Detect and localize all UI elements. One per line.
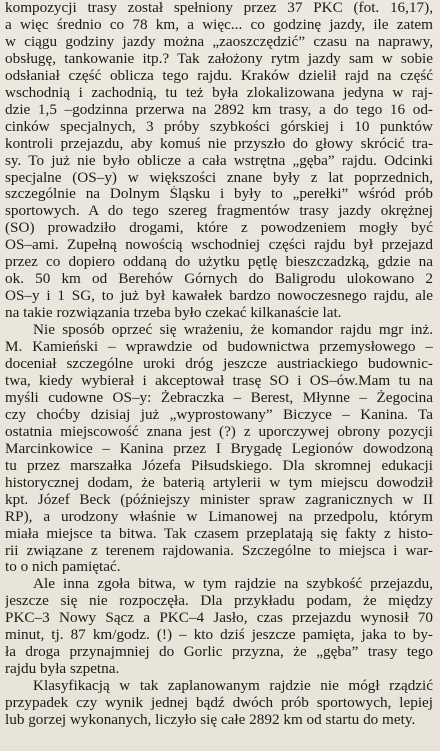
- text-line: jeszcze się nie rozpoczęła. Dla przykładu podam, że między: [5, 593, 433, 610]
- text-line: kompozycji trasy został spełniony przez 37 PKC (fot. 16,17),: [5, 0, 433, 16]
- text-line: historycznej dodam, że baterią artylerii w tym miejscu dowodził: [5, 474, 433, 491]
- text-line: szczególnie na Dolnym Śląsku i były to „perełki” wśród prób: [5, 186, 433, 203]
- text-line: rajdu była szpetna.: [5, 661, 120, 678]
- paragraph-4: [5, 678, 433, 729]
- text-line: doceniał szczególne uroki dróg jeszcze austriackiego budownic-: [5, 356, 433, 373]
- text-line: na takie rozwiązania trzeba było czekać kilkanaście lat.: [5, 305, 342, 322]
- text-line: PKC–3 Nowy Sącz a PKC–4 Jasło, czas przejazdu wynosił 70: [5, 610, 433, 627]
- text-line: ła droga przynajmniej do Gorlic przyzna, że „gęba” trasy tego: [5, 644, 433, 661]
- text-line: OS–ami. Zupełną nowością wschodniej części rajdu był przejazd: [5, 237, 433, 254]
- text-line: twa, kiedy wybierał i akceptował trasę SO i OS–ów.Mam tu na: [5, 372, 433, 389]
- paragraph-2: [5, 322, 433, 576]
- paragraph-3: [5, 576, 433, 678]
- text-line: lub gorzej wykonanych, liczyło się całe 2892 km od startu do mety.: [5, 712, 416, 729]
- text-line: (SO) prowadziło drogami, które z powodzeniem mogły być: [5, 220, 433, 237]
- text-line: sy. To już nie było oblicze a cała wstrętna „gęba” rajdu. Odcinki: [5, 152, 433, 169]
- text-line: OS–y i 1 SG, to już był kawałek bardzo nowoczesnego rajdu, ale: [5, 288, 433, 305]
- text-line: ok. 50 km od Berehów Górnych do Baligrodu ulokowano 2: [5, 271, 433, 288]
- text-line: RP), a urodzony właśnie w Limanowej na przedpolu, którym: [5, 508, 433, 525]
- text-line: Marcinkowice – Kanina przez I Brygadę Legionów dowodzoną: [5, 440, 433, 457]
- text-line: miała miejsce ta bitwa. Tak czasem przeplatają się fakty z histo-: [5, 525, 433, 542]
- text-line: myśli cudowne OS–y: Żebraczka – Berest, Młynne – Żegocina: [5, 389, 433, 406]
- text-line: M. Kamieński – wprawdzie od budownictwa przemysłowego –: [5, 339, 433, 356]
- text-line: Ale inna zgoła bitwa, w tym rajdzie na szybkość przejazdu,: [33, 576, 433, 593]
- text-line: specjalne (OS–y) w większości znane były z lat poprzednich,: [5, 169, 433, 186]
- text-line: wschodnią i zachodnią, tu też była zlokalizowana jedyna w raj-: [5, 84, 433, 101]
- text-line: odsłaniał część oblicza tego rajdu. Kraków dzielił rajd na część: [5, 67, 433, 84]
- paragraph-1: [5, 0, 433, 322]
- text-line: w ciągu godziny jazdy można „zaoszczędzić” czasu na naprawy,: [5, 33, 433, 50]
- text-line: sportowych. A do tego szereg fragmentów trasy jazdy okrężnej: [5, 203, 433, 220]
- text-line: to o nich pamiętać.: [5, 559, 121, 576]
- body-text: [5, 0, 433, 729]
- text-line: rii związane z terenem rajdowania. Szczególne to miejsca i war-: [5, 542, 433, 559]
- text-line: przypadek czy wynik jednej bądź dwóch prób sportowych, lepiej: [5, 695, 433, 712]
- text-line: a więc średnio co 78 km, a więc... co godzinę jazdy, ile zatem: [5, 16, 433, 33]
- text-line: obsługę, tankowanie itp.? Tak założony rytm jazdy sam w sobie: [5, 50, 433, 67]
- text-line: Nie sposób oprzeć się wrażeniu, że komandor rajdu mgr inż.: [33, 322, 433, 339]
- text-line: ostatnia miejscowość znana jest (?) z uporczywej obrony pozycji: [5, 423, 433, 440]
- text-line: Klasyfikacją w tak zaplanowanym rajdzie nie mógł rządzić: [33, 678, 433, 695]
- text-line: minut, tj. 87 km/godz. (!) – kto dziś jeszcze pamięta, jaka to by-: [5, 627, 433, 644]
- text-line: kpt. Józef Beck (późniejszy minister spraw zagranicznych w II: [5, 491, 433, 508]
- text-line: przez co dopiero oddaną do użytku pętlę bieszczadzką, gdzie na: [5, 254, 433, 271]
- text-line: czy choćby dzisiaj już „wyprostowany” Biczyce – Kanina. Ta: [5, 406, 433, 423]
- text-line: kontroli przejazdu, aby komuś nie przyszło do głowy skrócić tra-: [5, 135, 433, 152]
- text-line: dzie 1,5 –godzinna przerwa na 2892 km trasy, a do tego 16 od-: [5, 101, 433, 118]
- text-line: cinków specjalnych, 3 próby szybkości górskiej i 10 punktów: [5, 118, 433, 135]
- text-line: tu przez marszałka Józefa Piłsudskiego. Dla skromnej edukacji: [5, 457, 433, 474]
